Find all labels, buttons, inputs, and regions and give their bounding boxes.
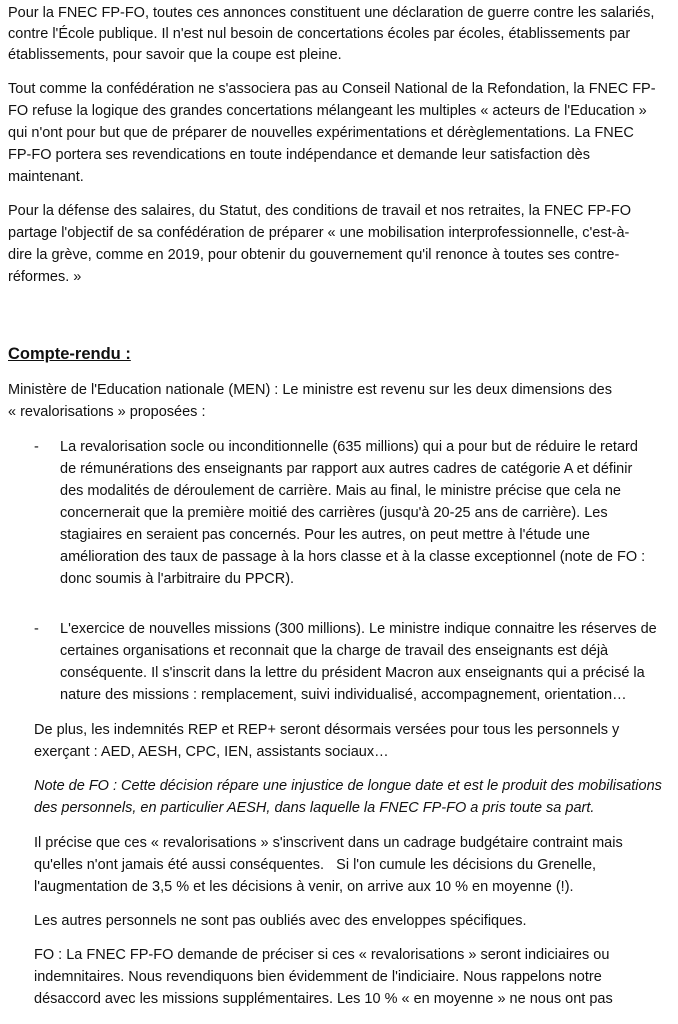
text-line: des personnels, en particulier AESH, dans laquelle la FNEC FP-FO a pris toute sa part. [34, 800, 595, 816]
text-line: contre l'École publique. Il n'est nul besoin de concertations écoles par écoles, établissements par [8, 26, 631, 42]
text-line: nature des missions : remplacement, suivi individualisé, accompagnement, orientation… [60, 687, 627, 703]
text-line: La revalorisation socle ou inconditionnelle (635 millions) qui a pour but de réduire le retard [60, 439, 638, 455]
text-line: FO : La FNEC FP-FO demande de préciser si ces « revalorisations » seront indiciaires ou [34, 947, 610, 963]
text-line: qui n'ont pour but que de préparer de nouvelles expérimentations et dérèglementations. La FNEC [8, 125, 634, 141]
text-line: stagiaires en seraient pas concernés. Pour les autres, on peut mettre à l'étude une [60, 527, 590, 543]
text-line: conséquente. Il s'inscrit dans la lettre du président Macron aux enseignants qui a précisé la [60, 665, 645, 681]
text-line: concernerait que la première moitié des carrières (jusqu'à 20-25 ans de carrière). Les [60, 505, 608, 521]
text-line: établissements, pour savoir que la coupe est pleine. [8, 47, 342, 63]
text-line: Pour la défense des salaires, du Statut, des conditions de travail et nos retraites, la FNEC FP-FO [8, 203, 631, 219]
text-line: De plus, les indemnités REP et REP+ seront désormais versées pour tous les personnels y [34, 722, 620, 738]
text-line: amélioration des taux de passage à la hors classe et à la classe exceptionnel (note de FO : [60, 549, 646, 565]
text-line: Ministère de l'Education nationale (MEN) : Le ministre est revenu sur les deux dimensions des [8, 382, 613, 398]
text-line: Les autres personnels ne sont pas oubliés avec des enveloppes spécifiques. [34, 913, 527, 929]
text-line: l'augmentation de 3,5 % et les décisions à venir, on arrive aux 10 % en moyenne (!). [34, 879, 574, 895]
text-line: réformes. » [8, 269, 82, 285]
text-line: certaines organisations et reconnait que la charge de travail des enseignants est déjà [60, 643, 609, 659]
text-line: FO refuse la logique des grandes concertations mélangeant les multiples « acteurs de l'Education » [8, 103, 647, 119]
text-line: exerçant : AED, AESH, CPC, IEN, assistants sociaux… [34, 744, 389, 760]
text-line: de rémunérations des enseignants par rapport aux autres cadres de catégorie A et définir [60, 461, 633, 477]
text-line: indemnitaires. Nous revendiquons bien évidemment de l'indiciaire. Nous rappelons notre [34, 969, 602, 985]
section-heading: Compte-rendu : [8, 345, 131, 363]
text-line: des modalités de déroulement de carrière. Mais au final, le ministre précise que cela ne [60, 483, 621, 499]
text-line: dire la grève, comme en 2019, pour obtenir du gouvernement qu'il renonce à toutes ses contre- [8, 247, 620, 263]
bullet-dash: - [34, 621, 39, 637]
text-line: Pour la FNEC FP-FO, toutes ces annonces constituent une déclaration de guerre contre les salariés, [8, 5, 655, 21]
text-line: Note de FO : Cette décision répare une injustice de longue date et est le produit des mobilisations [34, 778, 662, 794]
text-line: Tout comme la confédération ne s'associera pas au Conseil National de la Refondation, la FNEC FP- [8, 81, 656, 97]
bullet-dash: - [34, 439, 39, 455]
text-line: L'exercice de nouvelles missions (300 millions). Le ministre indique connaitre les réserves de [60, 621, 657, 637]
text-line: FP-FO portera ses revendications en toute indépendance et demande leur satisfaction dès [8, 147, 590, 163]
text-line: désaccord avec les missions supplémentaires. Les 10 % « en moyenne » ne nous ont pas [34, 991, 613, 1007]
text-line: qu'elles n'ont jamais été aussi conséquentes. Si l'on cumule les décisions du Grenelle, [34, 857, 597, 873]
text-line: Il précise que ces « revalorisations » s'inscrivent dans un cadrage budgétaire contraint mais [34, 835, 623, 851]
text-line: donc soumis à l'arbitraire du PPCR). [60, 571, 295, 587]
text-line: partage l'objectif de sa confédération de préparer « une mobilisation interprofessionnelle, c'est-à- [8, 225, 630, 241]
text-line: « revalorisations » proposées : [8, 404, 206, 420]
text-line: maintenant. [8, 169, 84, 185]
